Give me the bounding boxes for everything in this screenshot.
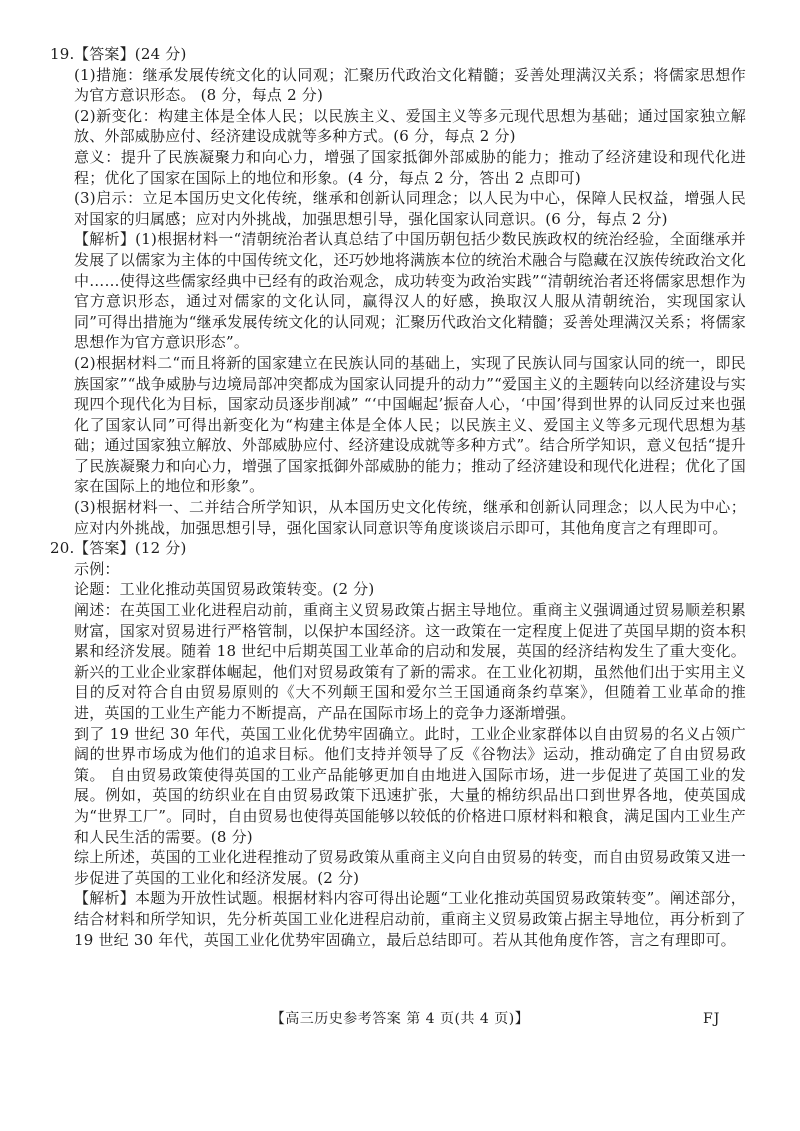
answer-20-number: 20. (50, 539, 75, 558)
answer-20-example-label: 示例： (74, 559, 120, 578)
answer-20-heading: 【答案】(12 分) (74, 539, 187, 558)
answer-item-20 (50, 538, 746, 950)
answer-19-heading: 【答案】(24 分) (74, 45, 187, 63)
answer-19-analysis-2: (2)根据材料二“而且将新的国家建立在民族认同的基础上，实现了民族认同与国家认同的统一，即民族国家”“战争威胁与边境局部冲突都成为国家认同提升的动力”“爱国主义的主题转向以经济建设与实现四个现代化为目标，国家动员逐步削减” “‘中国崛起’振奋人心，‘中国’得到世界的认同反过来也强化了国家认同”可得出新变化为“构建主体是全体人民；以民族主义、爱国主义等多元现代思想为基础；通过国家独立解放、外部威胁应付、经济建设成就等多种方式”。结合所学知识，意义包括“提升了民族凝聚力和向心力，增强了国家抵御外部威胁的能力；推动了经济建设和现代化进程；优化了国家在国际上的地位和形象”。 (74, 353, 746, 496)
answer-19-number: 19. (50, 45, 75, 63)
answer-19-new-changes: (2)新变化：构建主体是全体人民；以民族主义、爱国主义等多元现代思想为基础；通过国家独立解放、外部威胁应付、经济建设成就等多种方式。(6 分，每点 2 分) (74, 106, 746, 146)
answer-19-measures: (1)措施：继承发展传统文化的认同观；汇聚历代政治文化精髓；妥善处理满汉关系；将儒家思想作为官方意识形态。 (8 分，每点 2 分) (74, 65, 746, 105)
answer-item-19 (50, 44, 746, 538)
page-footer (0, 1008, 800, 1030)
answer-20-analysis: 【解析】本题为开放性试题。根据材料内容可得出论题“工业化推动英国贸易政策转变”。阐述部分，结合材料和所学知识，先分析英国工业化进程启动前，重商主义贸易政策占据主导地位，再分析到了 19 世纪 30 年代，英国工业化优势牢固确立，最后总结即可。若从其他角度作答，言之有理即可。 (74, 889, 746, 949)
answer-19-heading-line (50, 44, 746, 65)
answer-19-significance: 意义：提升了民族凝聚力和向心力，增强了国家抵御外部威胁的能力；推动了经济建设和现代化进程；优化了国家在国际上的地位和形象。(4 分，每点 2 分，答出 2 点即可) (74, 147, 746, 187)
answer-20-heading-line (50, 538, 746, 559)
answer-20-topic: 论题：工业化推动英国贸易政策转变。(2 分) (74, 580, 375, 599)
answer-20-elaboration-2: 到了 19 世纪 30 年代，英国工业化优势牢固确立。此时，工业企业家群体以自由贸易的名义占领广阔的世界市场成为他们的追求目标。他们支持并领导了反《谷物法》运动，推动确定了自由贸易政策。 自由贸易政策使得英国的工业产品能够更加自由地进入国际市场，进一步促进了英国工业的发展。例如，英国的纺织业在自由贸易政策下迅速扩张，大量的棉纺织品出口到世界各地，使英国成为“世界工厂”。同时，自由贸易也使得英国能够以较低的价格进口原材料和粮食，满足国内工业生产和人民生活的需要。(8 分) (74, 724, 746, 846)
answer-19-inspiration: (3)启示：立足本国历史文化传统，继承和创新认同理念；以人民为中心，保障人民权益，增强人民对国家的归属感；应对内外挑战，加强思想引导，强化国家认同意识。(6 分，每点 2 分) (74, 189, 746, 228)
answer-19-analysis-3: (3)根据材料一、二并结合所学知识，从本国历史文化传统，继承和创新认同理念；以人民为中心；应对内外挑战，加强思想引导，强化国家认同意识等角度谈谈启示即可，其他角度言之有理即可。 (74, 498, 746, 537)
answer-19-analysis-1: 【解析】(1)根据材料一“清朝统治者认真总结了中国历朝包括少数民族政权的统治经验，全面继承并发展了以儒家为主体的中国传统文化，还巧妙地将满族本位的统治术融合与隐藏在汉族传统政治文化中……使得这些儒家经典中已经有的政治观念，成功转变为政治实践”“清朝统治者还将儒家思想作为官方意识形态，通过对儒家的文化认同，赢得汉人的好感，换取汉人服从清朝统治，实现国家认同”可得出措施为“继承发展传统文化的认同观；汇聚历代政治文化精髓；妥善处理满汉关系；将儒家思想作为官方意识形态”。 (74, 230, 746, 352)
footer-page-label: 【高三历史参考答案 第 4 页(共 4 页)】 (270, 1011, 530, 1027)
answer-sheet-content (50, 44, 746, 950)
answer-20-elaboration-1: 阐述：在英国工业化进程启动前，重商主义贸易政策占据主导地位。重商主义强调通过贸易顺差积累财富，国家对贸易进行严格管制，以保护本国经济。这一政策在一定程度上促进了英国早期的资本积累和经济发展。随着 18 世纪中后期英国工业革命的启动和发展，英国的经济结构发生了重大变化。新兴的工业企业家群体崛起，他们对贸易政策有了新的需求。在工业化初期，虽然他们出于实用主义目的反对符合自由贸易原则的《大不列颠王国和爱尔兰王国通商条约草案》，但随着工业革命的推进，英国的工业生产能力不断提高，产品在国际市场上的竞争力逐渐增强。 (74, 601, 746, 722)
answer-20-conclusion: 综上所述，英国的工业化进程推动了贸易政策从重商主义向自由贸易的转变，而自由贸易政策又进一步促进了英国的工业化和经济发展。(2 分) (74, 848, 746, 887)
footer-code: FJ (703, 1011, 721, 1027)
